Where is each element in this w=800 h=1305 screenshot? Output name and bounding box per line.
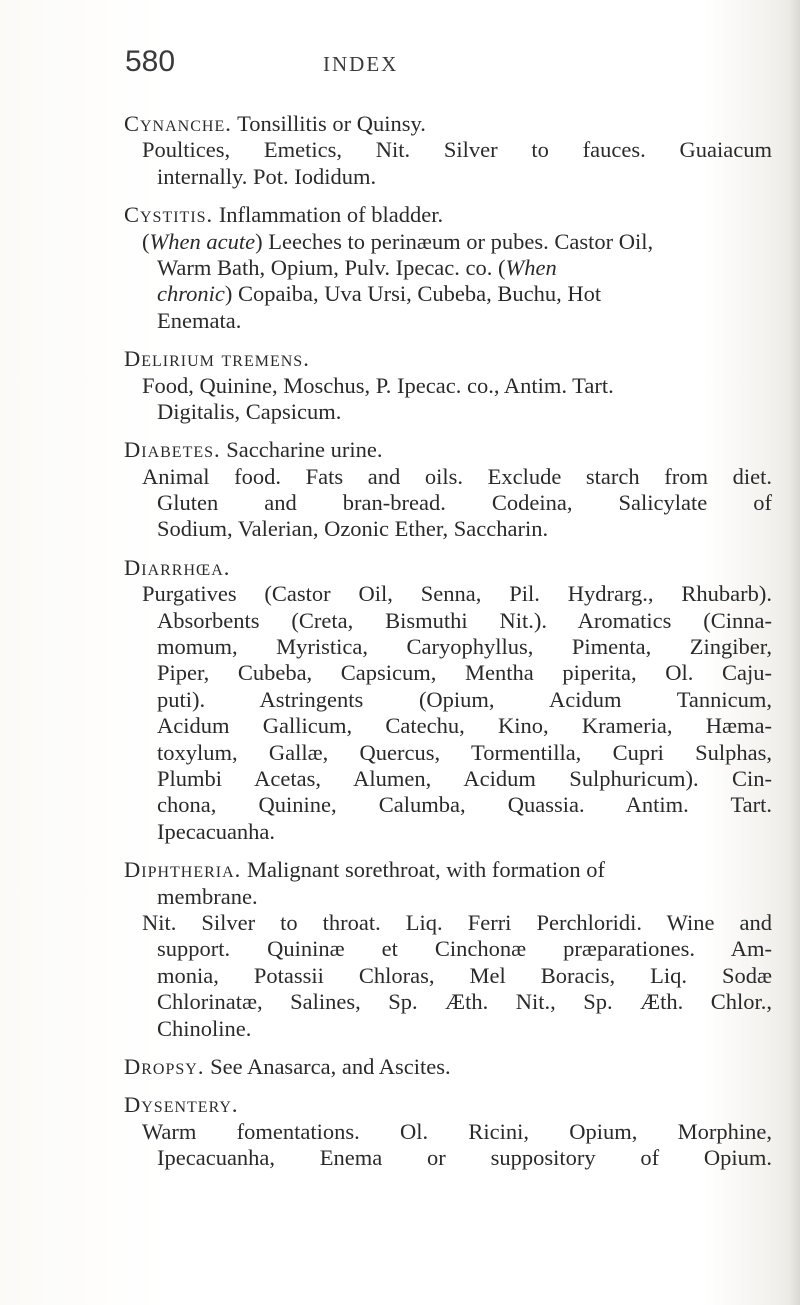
entry-heading: Diphtheria. bbox=[124, 857, 242, 883]
entry-heading: Cynanche. bbox=[124, 111, 232, 136]
entry-line: Plumbi Acetas, Alumen, Acidum Sulphuricum). Cin- bbox=[157, 765, 772, 791]
entry-text: ) Copaiba, Uva Ursi, Cubeba, Buchu, Hot bbox=[224, 281, 602, 307]
index-entry-diphtheria bbox=[124, 857, 772, 1042]
entry-line: internally. Pot. Iodidum. bbox=[157, 163, 377, 189]
entry-line: Ipecacuanha. bbox=[157, 818, 276, 844]
entry-line: Chlorinatæ, Salines, Sp. Æth. Nit., Sp. Æth. Chlor., bbox=[157, 989, 772, 1015]
entry-first-line bbox=[124, 202, 772, 228]
index-entry-dropsy bbox=[124, 1054, 772, 1080]
index-entry-cynanche bbox=[124, 111, 772, 190]
entry-line: membrane. bbox=[157, 883, 258, 909]
entry-first-line bbox=[124, 437, 772, 463]
entry-line: Nit. Silver to throat. Liq. Ferri Perchloridi. Wine and bbox=[142, 909, 772, 935]
page-header bbox=[125, 44, 725, 84]
entry-line: Warm fomentations. Ol. Ricini, Opium, Morphine, bbox=[142, 1118, 772, 1144]
entry-text: ) Leeches to perinæum or pubes. Castor Oil, bbox=[255, 228, 654, 254]
entry-line: Poultices, Emetics, Nit. Silver to fauces. Guaiacum bbox=[142, 137, 772, 163]
entry-line: Piper, Cubeba, Capsicum, Mentha piperita, Ol. Caju- bbox=[157, 660, 772, 686]
entry-first-line bbox=[124, 346, 772, 372]
entry-line: Purgatives (Castor Oil, Senna, Pil. Hydrarg., Rhubarb). bbox=[142, 581, 772, 607]
entry-line: monia, Potassii Chloras, Mel Boracis, Liq. Sodæ bbox=[157, 962, 772, 988]
entry-line: puti). Astringents (Opium, Acidum Tannicum, bbox=[157, 686, 772, 712]
entry-heading: Diarrhœa. bbox=[124, 554, 231, 580]
entry-line: support. Quininæ et Cinchonæ præparationes. Am- bbox=[157, 936, 772, 962]
entry-line bbox=[124, 255, 772, 281]
entry-first-line bbox=[124, 1092, 772, 1118]
index-entry-cystitis bbox=[124, 202, 772, 334]
entry-heading: Dysentery. bbox=[124, 1092, 239, 1118]
entry-text: Tonsillitis or Quinsy. bbox=[231, 111, 426, 136]
index-entry-delirium-tremens bbox=[124, 346, 772, 425]
entry-first-line bbox=[124, 1054, 772, 1080]
paren-open: ( bbox=[142, 228, 150, 254]
italic-qualifier: When bbox=[505, 254, 557, 280]
entry-line: chona, Quinine, Calumba, Quassia. Antim. Tart. bbox=[157, 792, 772, 818]
entry-line: Sodium, Valerian, Ozonic Ether, Saccharin. bbox=[157, 516, 549, 542]
entry-text: Warm Bath, Opium, Pulv. Ipecac. co. ( bbox=[157, 254, 506, 280]
entry-line: Chinoline. bbox=[157, 1015, 252, 1041]
entry-first-line bbox=[124, 555, 772, 581]
entry-heading: Delirium tremens. bbox=[124, 346, 310, 372]
entry-line bbox=[124, 281, 772, 307]
entry-heading: Dropsy. bbox=[124, 1053, 205, 1079]
entry-text: Saccharine urine. bbox=[220, 437, 383, 463]
index-entries bbox=[124, 111, 772, 1183]
entry-heading: Diabetes. bbox=[124, 437, 221, 463]
italic-qualifier: chronic bbox=[157, 281, 225, 307]
entry-line: Acidum Gallicum, Catechu, Kino, Krameria, Hæma- bbox=[157, 713, 772, 739]
entry-first-line bbox=[124, 857, 772, 883]
entry-line: momum, Myristica, Caryophyllus, Pimenta, Zingiber, bbox=[157, 634, 772, 660]
index-entry-diabetes bbox=[124, 437, 772, 543]
entry-line bbox=[124, 229, 772, 255]
entry-line: Digitalis, Capsicum. bbox=[157, 398, 342, 424]
entry-text: Malignant sorethroat, with formation of bbox=[241, 857, 605, 883]
entry-first-line bbox=[124, 111, 772, 137]
index-entry-dysentery bbox=[124, 1092, 772, 1171]
page-edge-shadow bbox=[788, 0, 800, 1305]
italic-qualifier: When acute bbox=[149, 228, 256, 254]
entry-line: Absorbents (Creta, Bismuthi Nit.). Aromatics (Cinna- bbox=[157, 607, 772, 633]
running-head: INDEX bbox=[323, 52, 399, 76]
entry-line: Gluten and bran-bread. Codeina, Salicylate of bbox=[157, 490, 772, 516]
entry-line: Ipecacuanha, Enema or suppository of Opium. bbox=[157, 1145, 772, 1171]
entry-heading: Cystitis. bbox=[124, 202, 214, 228]
page-number: 580 bbox=[125, 45, 176, 78]
entry-line: Enemata. bbox=[157, 307, 242, 333]
entry-line: Food, Quinine, Moschus, P. Ipecac. co., Antim. Tart. bbox=[142, 372, 614, 398]
entry-line: Animal food. Fats and oils. Exclude starch from diet. bbox=[142, 463, 772, 489]
entry-text: Inflammation of bladder. bbox=[213, 202, 444, 228]
entry-line: toxylum, Gallæ, Quercus, Tormentilla, Cupri Sulphas, bbox=[157, 739, 772, 765]
entry-text: See Anasarca, and Ascites. bbox=[204, 1053, 451, 1079]
index-entry-diarrhoea bbox=[124, 555, 772, 845]
